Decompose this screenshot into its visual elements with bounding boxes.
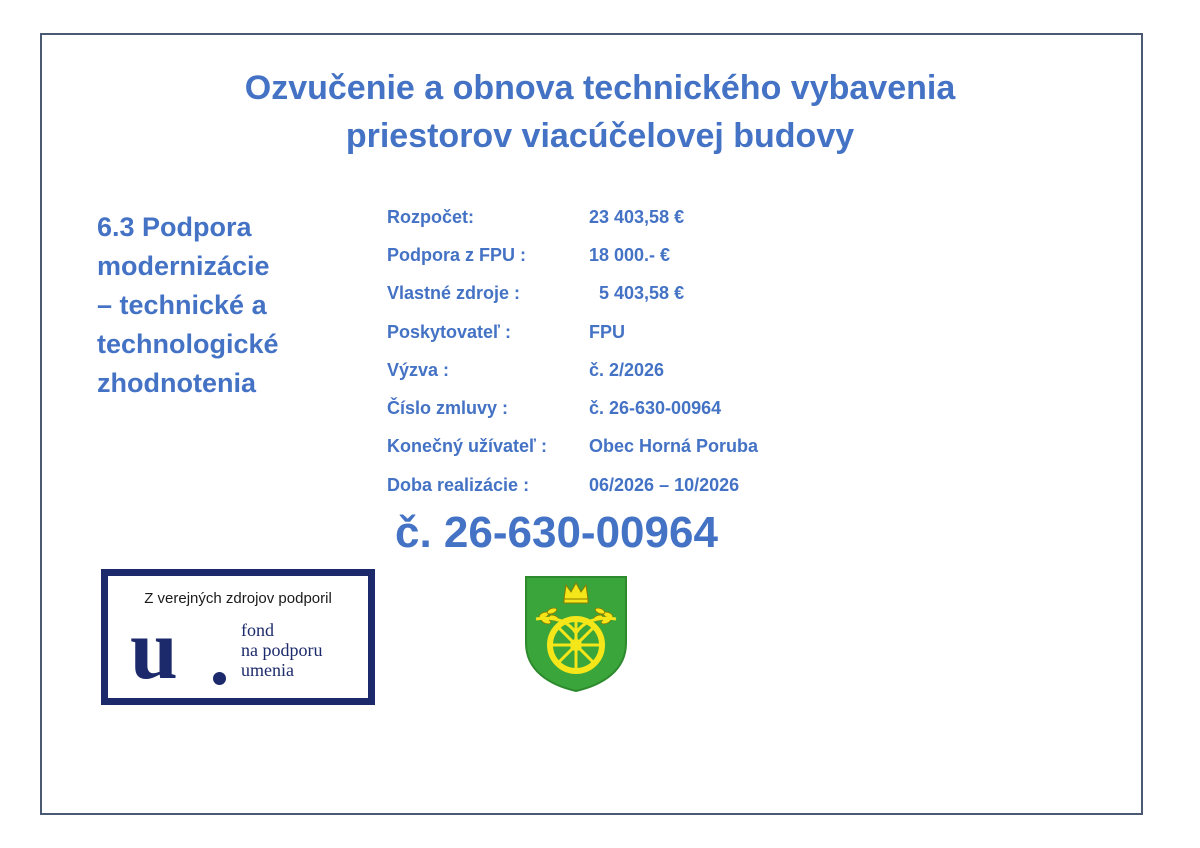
fpu-name-line: na podporu xyxy=(241,640,323,660)
program-line: technologické xyxy=(97,329,279,359)
fpu-name xyxy=(241,620,322,680)
program-line: modernizácie xyxy=(97,251,270,281)
detail-value: 5 403,58 € xyxy=(589,283,685,304)
detail-label: Vlastné zdroje : xyxy=(387,283,521,304)
detail-row-end-user xyxy=(387,428,758,466)
fpu-name-line: umenia xyxy=(241,660,294,680)
title-line-2: priestorov viacúčelovej budovy xyxy=(345,117,855,155)
page-title xyxy=(0,64,1200,160)
detail-row-period xyxy=(387,466,758,504)
fpu-letter: u xyxy=(130,601,178,697)
program-name xyxy=(97,208,357,403)
detail-label: Poskytovateľ : xyxy=(387,321,511,342)
detail-value: 06/2026 – 10/2026 xyxy=(589,474,740,495)
detail-row-provider xyxy=(387,313,758,351)
detail-row-contract xyxy=(387,389,758,427)
project-details xyxy=(387,198,758,504)
detail-value: č. 26-630-00964 xyxy=(589,398,722,419)
fpu-name-line: fond xyxy=(241,620,274,640)
program-line: 6.3 Podpora xyxy=(97,212,252,242)
detail-label: Rozpočet: xyxy=(387,206,474,227)
program-line: zhodnotenia xyxy=(97,368,256,398)
detail-value: FPU xyxy=(589,321,625,342)
fpu-dot xyxy=(213,672,226,685)
detail-value: 18 000.- € xyxy=(589,244,671,265)
detail-label: Doba realizácie : xyxy=(387,474,530,495)
detail-row-call xyxy=(387,351,758,389)
program-line: – technické a xyxy=(97,290,267,320)
detail-label: Konečný užívateľ : xyxy=(387,436,547,457)
detail-value: Obec Horná Poruba xyxy=(589,436,759,457)
detail-row-own-funds xyxy=(387,275,758,313)
detail-label: Podpora z FPU : xyxy=(387,244,526,265)
fpu-caption: Z verejných zdrojov podporil xyxy=(144,590,332,607)
coat-of-arms-icon xyxy=(524,575,628,693)
detail-value: 23 403,58 € xyxy=(589,206,685,227)
detail-row-budget xyxy=(387,198,758,236)
contract-number: č. 26-630-00964 xyxy=(395,508,718,557)
detail-label: Výzva : xyxy=(387,359,450,380)
detail-label: Číslo zmluvy : xyxy=(387,398,509,419)
title-line-1: Ozvučenie a obnova technického vybavenia xyxy=(244,69,956,107)
fpu-logo xyxy=(101,569,375,705)
detail-value: č. 2/2026 xyxy=(589,359,665,380)
detail-row-support xyxy=(387,236,758,274)
